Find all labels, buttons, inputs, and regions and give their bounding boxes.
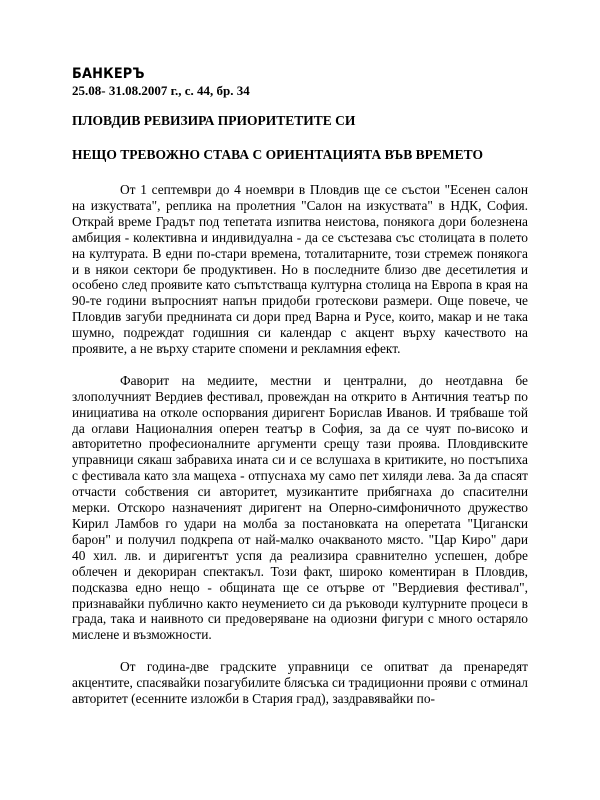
publication-issue: 25.08- 31.08.2007 г., с. 44, бр. 34: [72, 83, 250, 98]
article-paragraph: Фаворит на медиите, местни и централни, до неотдавна бе злополучният Вердиев фестивал, провеждан на открито в Античния театър по инициатива на отколе оспорвания диригент Борислав Иванов. И трябваше той да оглави Националния оперен театър в София, за да се чуят по-високо и авторитетно професионалните аргументи срещу тази проява. Пловдивските управници сякаш забравиха ината си и се вслушаха в критиките, но постъпиха с фестивала като зла мащеха - отпуснаха му само пет хиляди лева. За да спасят отчасти собствения си авторитет, музикантите прибягнаха до спасителни мерки. Отскоро назначеният диригент на Оперно-симфоничното дружество Кирил Ламбов го удари на молба за постановката на оперетата "Цигански барон" и получил подкрепа от най-малко очакваното място. "Цар Киро" дари 40 хил. лв. и диригентът успя да реализира сравнително успешен, добре облечен и декориран спектакъл. Този факт, широко коментиран в Пловдив, подсказва едно нещо - общината ще се отърве от "Вердиевия фестивал", признавайки публично както неумението си да ръководи културните процеси в града, така и наивното си предоверяване на одиозни фигури с много остаряло мислене и възможности.: [72, 372, 528, 643]
article-paragraph: От 1 септември до 4 ноември в Пловдив ще се състои "Есенен салон на изкуствата", реплика на пролетния "Салон на изкуствата" в НДК, София. Открай време Градът под тепетата изпитва неистова, понякога дори болезнена амбиция - колективна и индивидуална - да се състезава със столицата в полето на културата. В едни по-стари времена, тоталитарните, този стремеж понякога и в някои сектори бе продуктивен. Но в последните близо две десетилетия и особено след проявите като съпътстваща културна столица на Европа в края на 90-те години въпросният напън придоби гротескови размери. Още повече, че Пловдив загуби преднината си дори пред Варна и Русе, които, макар и не така шумно, подреждат годишния си календар с акцент върху качеството на проявите, а не върху старите спомени и рекламния ефект.: [72, 182, 528, 357]
publication-name: БАНКЕРЪ: [72, 66, 145, 82]
article-title: ПЛОВДИВ РЕВИЗИРА ПРИОРИТЕТИТЕ СИ: [72, 113, 356, 128]
article-body: [72, 182, 528, 707]
article-subtitle: НЕЩО ТРЕВОЖНО СТАВА С ОРИЕНТАЦИЯТА ВЪВ ВРЕМЕТО: [72, 147, 483, 162]
article-paragraph: От година-две градските управници се опитват да пренаредят акцентите, спасявайки позагубилите блясъка си традиционни прояви с отминал авторитет (есенните изложби в Стария град), заздравявайки по-: [72, 659, 528, 706]
